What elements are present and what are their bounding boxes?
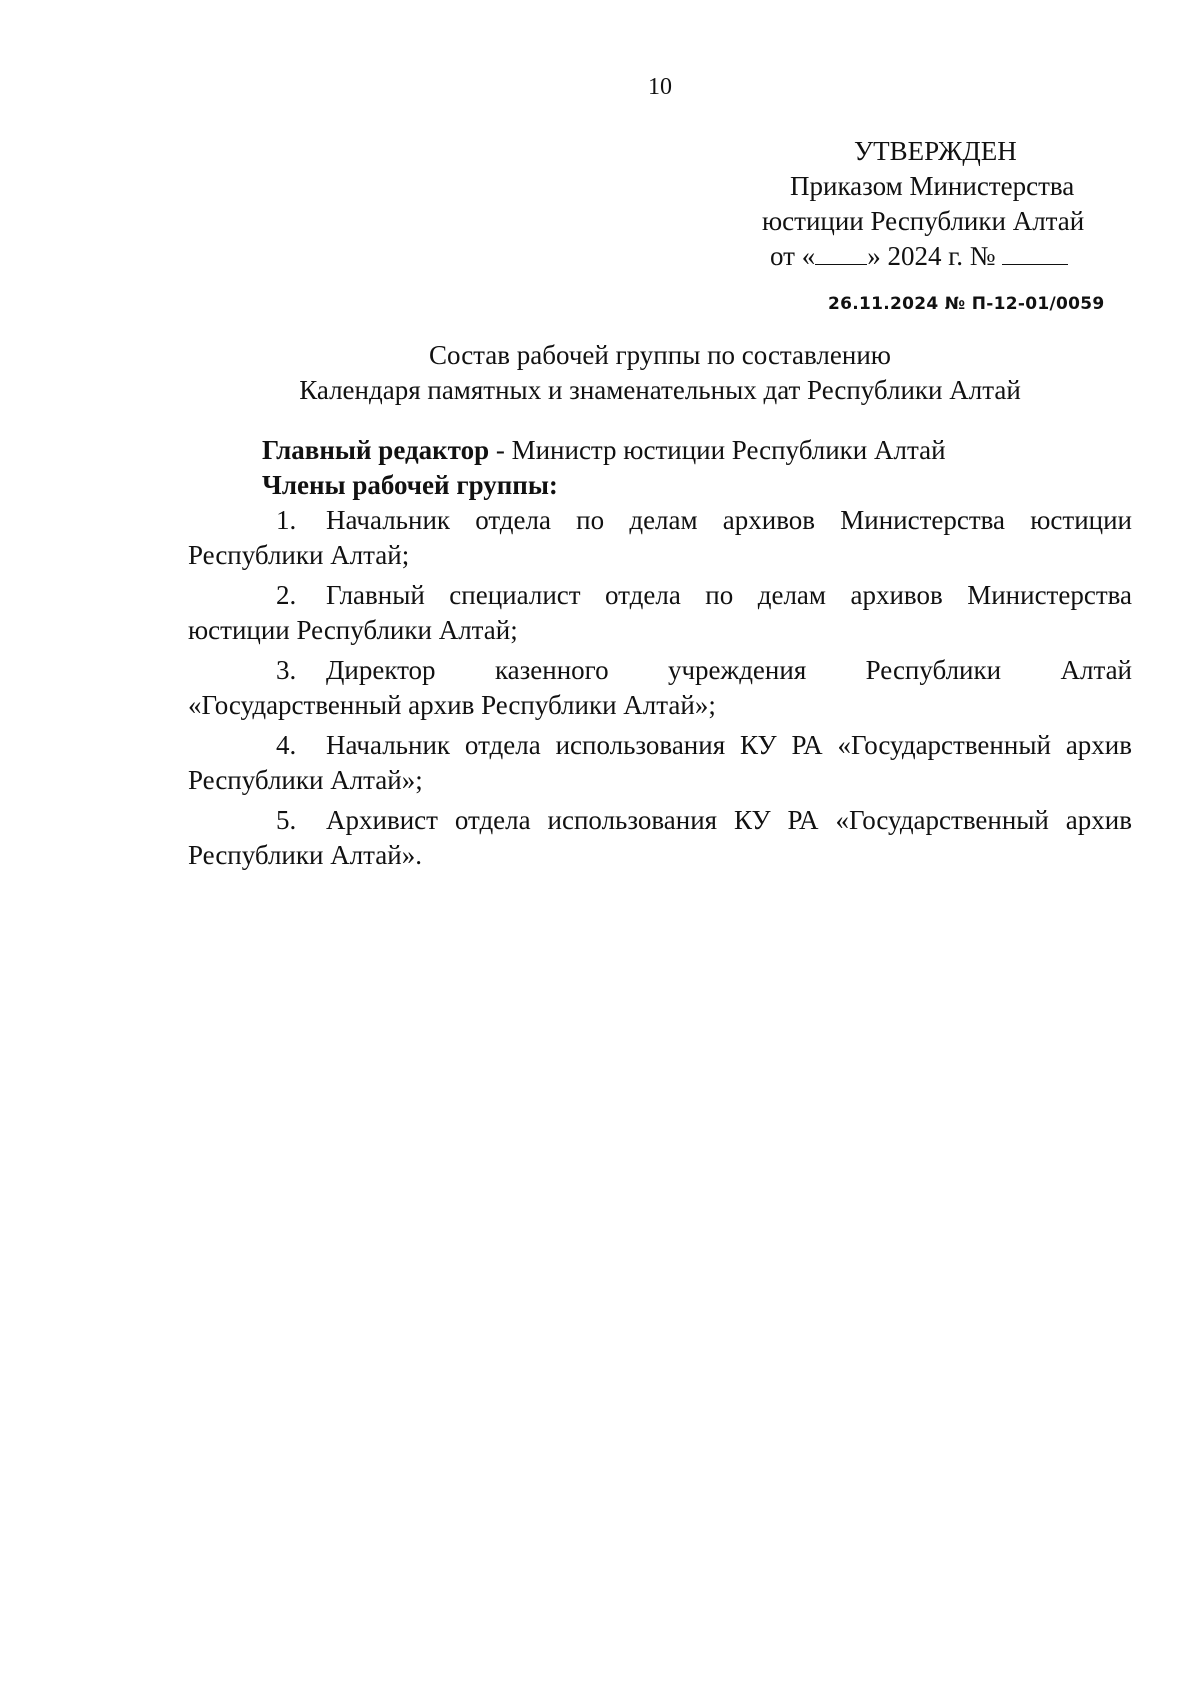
editor-label: Главный редактор (262, 435, 490, 465)
approval-block (760, 134, 1120, 274)
approval-order-line: Приказом Министерства (790, 171, 1075, 201)
date-middle: » 2024 г. № (867, 241, 996, 271)
date-prefix: от « (770, 241, 816, 271)
list-item-number: 2. (276, 580, 297, 610)
list-item-text: Главный специалист отдела по делам архивов Министерства юстиции Республики Алтай; (188, 580, 1132, 645)
list-item-text: Начальник отдела использования КУ РА «Государственный архив Республики Алтай»; (188, 730, 1132, 795)
list-item-number: 5. (276, 805, 297, 835)
number-blank (1002, 242, 1068, 265)
editor-line (188, 433, 1132, 468)
list-item-text: Начальник отдела по делам архивов Министерства юстиции Республики Алтай; (188, 505, 1132, 570)
approval-heading: УТВЕРЖДЕН (854, 136, 1017, 166)
document-body (188, 433, 1132, 878)
list-item-text: Архивист отдела использования КУ РА «Государственный архив Республики Алтай». (188, 805, 1132, 870)
list-item-number: 3. (276, 655, 297, 685)
list-item (188, 578, 1132, 648)
list-item (188, 728, 1132, 798)
list-item (188, 803, 1132, 873)
list-item (188, 503, 1132, 573)
page-number: 10 (648, 74, 672, 100)
document-title (188, 338, 1132, 408)
editor-value: - Министр юстиции Республики Алтай (489, 435, 946, 465)
title-line-2: Календаря памятных и знаменательных дат Республики Алтай (299, 375, 1021, 405)
list-item-text: Директор казенного учреждения Республики Алтай «Государственный архив Республики Алтай»; (188, 655, 1132, 720)
members-heading: Члены рабочей группы: (262, 470, 558, 500)
approval-ministry-line: юстиции Республики Алтай (762, 206, 1085, 236)
title-line-1: Состав рабочей группы по составлению (429, 340, 891, 370)
list-item-number: 4. (276, 730, 297, 760)
date-blank (815, 242, 867, 265)
approval-date-line (760, 239, 1120, 274)
registration-stamp: 26.11.2024 № П-12-01/0059 (828, 294, 1105, 314)
list-item-number: 1. (276, 505, 297, 535)
list-item (188, 653, 1132, 723)
